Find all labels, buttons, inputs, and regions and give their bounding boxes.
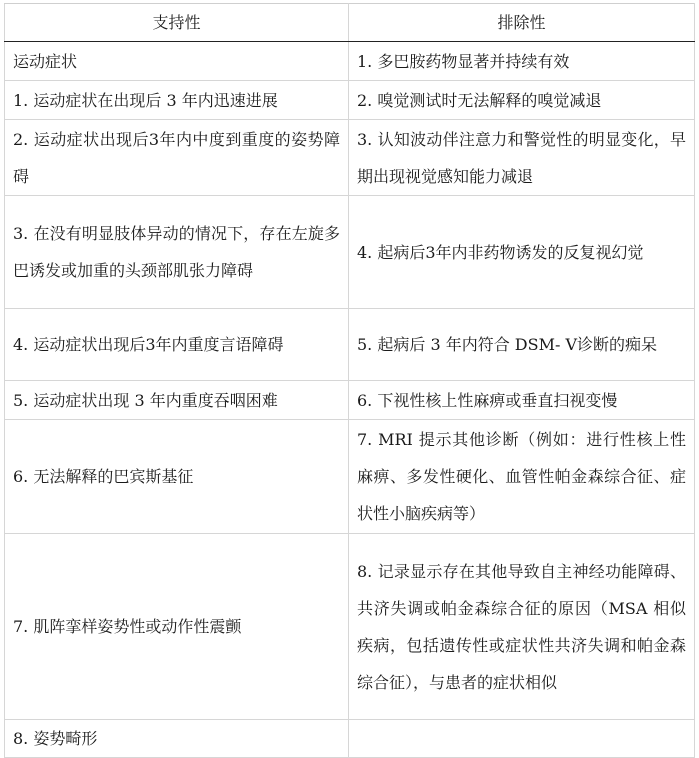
supportive-cell: 6. 无法解释的巴宾斯基征 bbox=[5, 420, 349, 534]
table-row bbox=[5, 420, 695, 534]
supportive-cell: 7. 肌阵挛样姿势性或动作性震颤 bbox=[5, 534, 349, 720]
supportive-cell: 运动症状 bbox=[5, 42, 349, 81]
supportive-cell: 1. 运动症状在出现后 3 年内迅速进展 bbox=[5, 81, 349, 120]
exclusion-cell: 4. 起病后3年内非药物诱发的反复视幻觉 bbox=[349, 196, 695, 309]
supportive-cell: 8. 姿势畸形 bbox=[5, 720, 349, 758]
table-row bbox=[5, 81, 695, 120]
exclusion-cell: 1. 多巴胺药物显著并持续有效 bbox=[349, 42, 695, 81]
table-row bbox=[5, 120, 695, 196]
header-exclusion: 排除性 bbox=[349, 4, 695, 42]
supportive-cell: 5. 运动症状出现 3 年内重度吞咽困难 bbox=[5, 381, 349, 420]
table-row bbox=[5, 381, 695, 420]
criteria-table bbox=[4, 3, 695, 758]
table-row bbox=[5, 720, 695, 758]
exclusion-cell: 3. 认知波动伴注意力和警觉性的明显变化，早期出现视觉感知能力减退 bbox=[349, 120, 695, 196]
header-supportive: 支持性 bbox=[5, 4, 349, 42]
table-row bbox=[5, 534, 695, 720]
exclusion-cell: 7. MRI 提示其他诊断（例如：进行性核上性麻痹、多发性硬化、血管性帕金森综合征、症状性小脑疾病等） bbox=[349, 420, 695, 534]
exclusion-cell: 8. 记录显示存在其他导致自主神经功能障碍、共济失调或帕金森综合征的原因（MSA 相似疾病，包括遗传性或症状性共济失调和帕金森综合征），与患者的症状相似 bbox=[349, 534, 695, 720]
table-row bbox=[5, 196, 695, 309]
exclusion-cell: 6. 下视性核上性麻痹或垂直扫视变慢 bbox=[349, 381, 695, 420]
exclusion-cell: 5. 起病后 3 年内符合 DSM- Ⅴ诊断的痴呆 bbox=[349, 309, 695, 381]
supportive-cell: 3. 在没有明显肢体异动的情况下，存在左旋多巴诱发或加重的头颈部肌张力障碍 bbox=[5, 196, 349, 309]
exclusion-cell: 2. 嗅觉测试时无法解释的嗅觉减退 bbox=[349, 81, 695, 120]
table-row bbox=[5, 42, 695, 81]
table-row bbox=[5, 309, 695, 381]
exclusion-cell bbox=[349, 720, 695, 758]
table-header-row bbox=[5, 4, 695, 42]
supportive-cell: 2. 运动症状出现后3年内中度到重度的姿势障碍 bbox=[5, 120, 349, 196]
supportive-cell: 4. 运动症状出现后3年内重度言语障碍 bbox=[5, 309, 349, 381]
